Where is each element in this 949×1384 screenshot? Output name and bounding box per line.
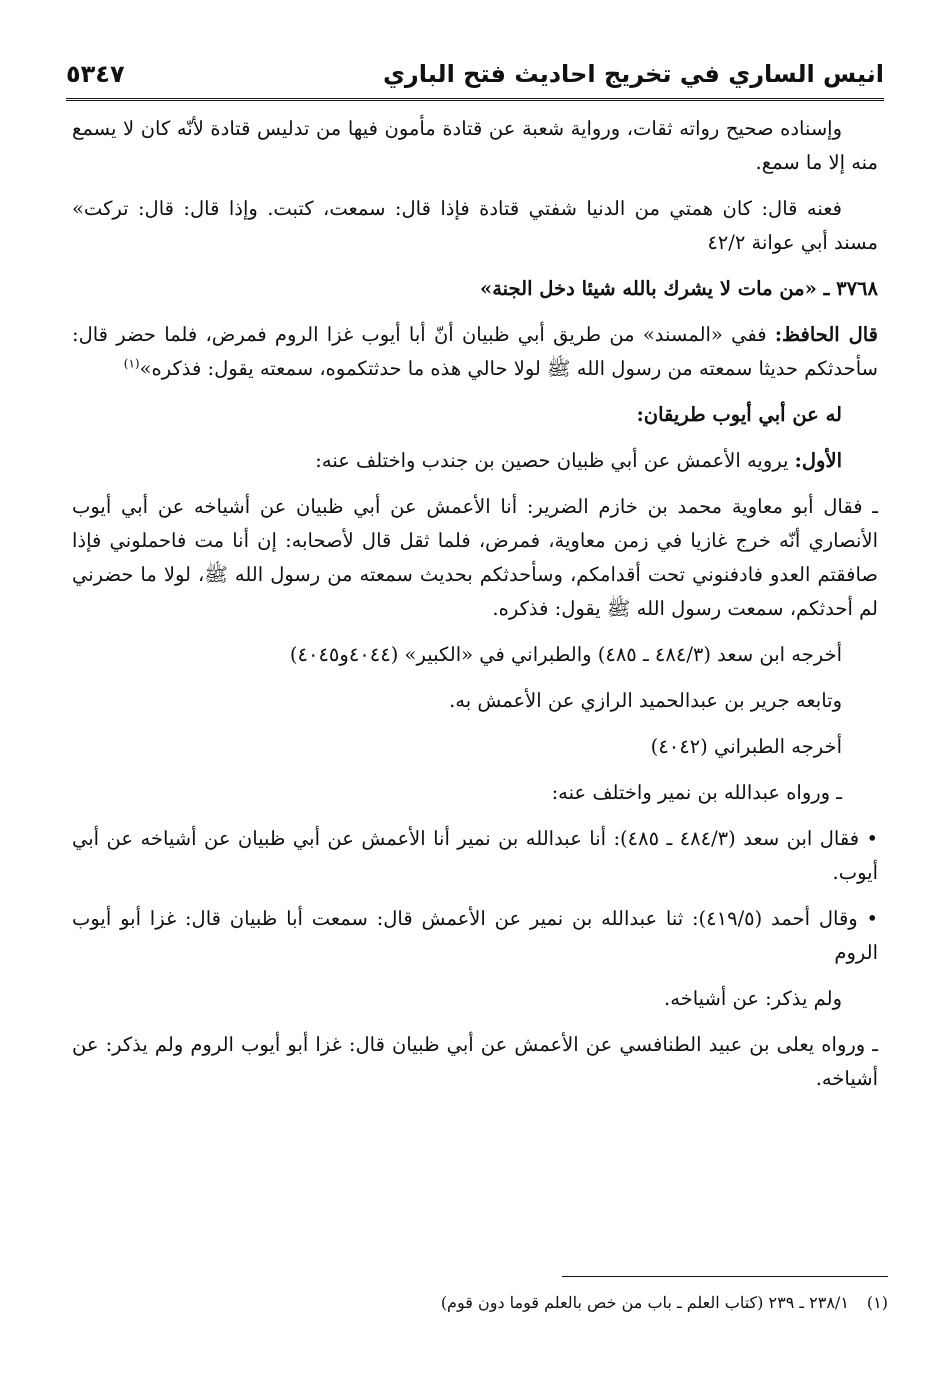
footnote-reference: (١): [123, 356, 140, 371]
hafiz-text: ففي «المسند» من طريق أبي ظبيان أنّ أبا أيوب غزا الروم فمرض، فلما حضر قال: سأحدثكم حديثا سمعته من رسول الله ﷺ لولا حالي هذه ما حدثتكموه، سمعته يقول: فذكره»: [72, 323, 878, 380]
paragraph-jarir: وتابعه جرير بن عبدالحميد الرازي عن الأعمش به.: [449, 689, 842, 712]
paragraph-ibn-numayr: ـ ورواه عبدالله بن نمير واختلف عنه:: [551, 781, 842, 804]
running-title: انيس الساري في تخريج احاديث فتح الباري: [382, 60, 884, 88]
footnote-text: ٢٣٨/١ ـ ٢٣٩ (كتاب العلم ـ باب من خص بالعلم قوما دون قوم): [440, 1293, 849, 1312]
paragraph-hafiz: [72, 318, 878, 386]
page-number: ٥٣٤٧: [66, 60, 125, 88]
paragraph-yala: ـ ورواه يعلى بن عبيد الطنافسي عن الأعمش عن أبي ظبيان قال: غزا أبو أيوب الروم ولم يذكر: عن أشياخه.: [72, 1033, 878, 1090]
first-label: الأول:: [794, 449, 842, 472]
footnote-divider: [562, 1276, 888, 1277]
paragraph-no-mention: ولم يذكر: عن أشياخه.: [664, 987, 842, 1010]
paragraph-ibn-saad: • فقال ابن سعد (٤٨٤/٣ ـ ٤٨٥): أنا عبدالله بن نمير أنا الأعمش عن أبي ظبيان عن أشياخه عن أبي أيوب.: [72, 827, 878, 884]
page-body: [72, 112, 878, 1108]
paragraph-ahmad: • وقال أحمد (٤١٩/٥): ثنا عبدالله بن نمير عن الأعمش قال: سمعت أبا ظبيان قال: غزا أبو أيوب الروم: [72, 907, 878, 964]
paragraph-takhrij-1: أخرجه ابن سعد (٤٨٤/٣ ـ ٤٨٥) والطبراني في «الكبير» (٤٠٤٤و٤٠٤٥): [289, 643, 842, 666]
paragraph-isnad: وإسناده صحيح رواته ثقات، ورواية شعبة عن قتادة مأمون فيها من تدليس قتادة لأنّه كان لا يسمع منه إلا ما سمع.: [72, 117, 878, 174]
paragraph-abu-muawiya: ـ فقال أبو معاوية محمد بن خازم الضرير: أنا الأعمش عن أبي ظبيان عن أشياخه عن أبي أيوب الأنصاري أنّه خرج غازيا في زمن معاوية، فمرض، فلما ثقل قال لأصحابه: إن أنا مت فاحملوني فإذا صافقتم العدو فادفنوني تحت أقدامكم، وسأحدثكم بحديث سمعته من رسول الله ﷺ، لولا ما حضرني لم أحدثكم، سمعت رسول الله ﷺ يقول: فذكره.: [72, 495, 878, 620]
hafiz-label: قال الحافظ:: [774, 323, 878, 346]
footnote: [360, 1290, 888, 1316]
paragraph-first-way: [72, 444, 878, 478]
footnote-marker: (١): [866, 1293, 888, 1312]
paragraph-shuba-quote: فعنه قال: كان همتي من الدنيا شفتي قتادة فإذا قال: سمعت، كتبت. وإذا قال: قال: تركت» مسند أبي عوانة ٤٢/٢: [72, 197, 878, 254]
section-two-ways: له عن أبي أيوب طريقان:: [636, 403, 842, 426]
first-text: يرويه الأعمش عن أبي ظبيان حصين بن جندب واختلف عنه:: [315, 449, 789, 472]
hadith-title: ٣٧٦٨ ـ «من مات لا يشرك بالله شيئا دخل الجنة»: [480, 277, 878, 300]
paragraph-takhrij-2: أخرجه الطبراني (٤٠٤٢): [650, 735, 842, 758]
page-header: [66, 54, 884, 101]
